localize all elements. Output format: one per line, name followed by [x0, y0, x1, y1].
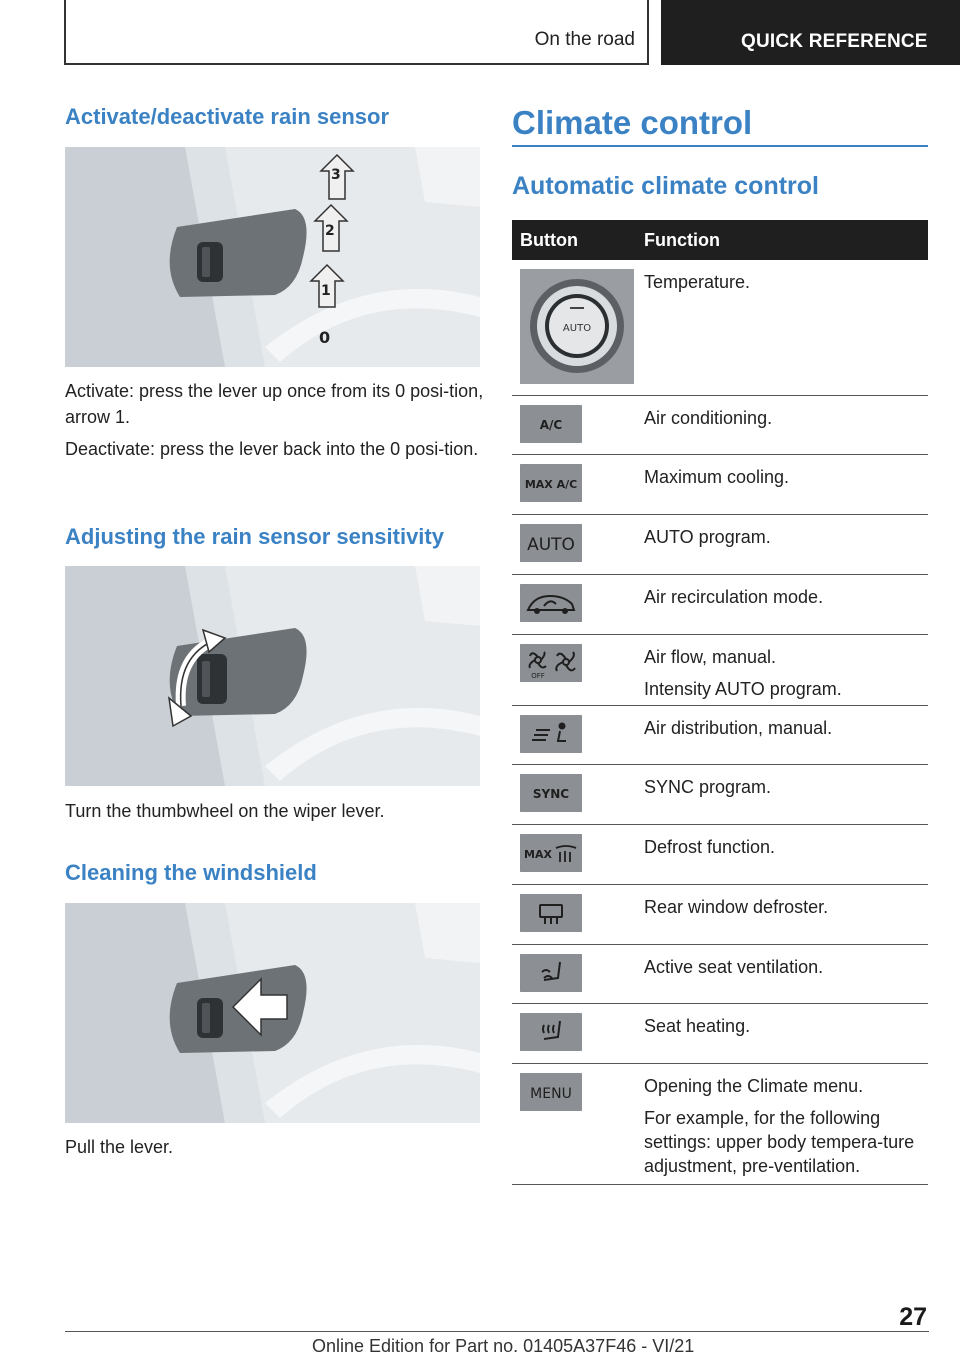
- seat-ventilation-icon[interactable]: [520, 954, 582, 992]
- windshield-heading: Cleaning the windshield: [65, 860, 317, 885]
- table-row: [512, 945, 928, 1004]
- climate-title: Climate control: [512, 104, 753, 141]
- table-row: [512, 635, 928, 706]
- sync-button-icon[interactable]: [520, 774, 582, 812]
- svg-text:MAX: MAX: [524, 848, 552, 861]
- chapter-title: QUICK REFERENCE: [741, 31, 928, 52]
- function-text: [644, 645, 930, 701]
- footer-divider: [65, 1331, 929, 1332]
- function-text: Air recirculation mode.: [644, 587, 824, 607]
- table-row: [512, 396, 928, 455]
- table-row: [512, 885, 928, 945]
- function-text: Air distribution, manual.: [644, 718, 833, 738]
- table-row: [512, 765, 928, 825]
- function-line-2: Intensity AUTO program.: [644, 679, 842, 699]
- activate-text: Activate: press the lever up once from its 0 posi-tion, arrow 1.: [65, 381, 484, 427]
- function-line-2: For example, for the following settings: upper body tempera-ture adjustment, pre-ventilation.: [644, 1108, 915, 1176]
- section-title: On the road: [534, 29, 635, 50]
- rear-defrost-icon[interactable]: [520, 894, 582, 932]
- defrost-icon[interactable]: [520, 834, 582, 872]
- thumbwheel-illustration: [65, 566, 480, 786]
- table-header: [512, 220, 928, 260]
- sensitivity-heading: Adjusting the rain sensor sensitivity: [65, 524, 444, 549]
- function-text: Active seat ventilation.: [644, 957, 824, 977]
- col-button-header: Button: [520, 230, 578, 250]
- table-row: [512, 1004, 928, 1064]
- function-text: AUTO program.: [644, 527, 771, 547]
- svg-text:A/C: A/C: [539, 418, 563, 432]
- ac-button-icon[interactable]: [520, 405, 582, 443]
- table-row: [512, 706, 928, 765]
- svg-text:OFF: OFF: [531, 672, 545, 680]
- windshield-illustration: [65, 903, 480, 1123]
- temperature-knob-icon[interactable]: [520, 269, 634, 384]
- max-ac-button-icon[interactable]: [520, 464, 582, 502]
- page-number: 27: [899, 1303, 927, 1331]
- arrow-label-1: 1: [321, 283, 331, 299]
- knob-label: AUTO: [562, 323, 592, 334]
- climate-subtitle: Automatic climate control: [512, 172, 819, 200]
- function-temperature: Temperature.: [644, 272, 751, 292]
- function-text: Defrost function.: [644, 837, 776, 857]
- auto-button-icon[interactable]: [520, 524, 582, 562]
- function-line-1: Air flow, manual.: [644, 647, 777, 667]
- sensitivity-text: Turn the thumbwheel on the wiper lever.: [65, 801, 385, 821]
- table-row-temperature: [512, 260, 928, 396]
- recirculation-icon[interactable]: [520, 584, 582, 622]
- function-line-1: Opening the Climate menu.: [644, 1076, 864, 1096]
- table-row: [512, 455, 928, 515]
- table-row: [512, 515, 928, 575]
- table-row: [512, 575, 928, 635]
- col-function-header: Function: [644, 230, 720, 250]
- svg-text:MAX A/C: MAX A/C: [524, 478, 578, 491]
- edition-text: Online Edition for Part no. 01405A37F46 - VI/21: [312, 1336, 695, 1356]
- climate-table: [512, 220, 928, 1185]
- function-text: Seat heating.: [644, 1016, 751, 1036]
- windshield-text: Pull the lever.: [65, 1137, 174, 1157]
- fan-icon[interactable]: [520, 644, 582, 682]
- arrow-label-3: 3: [331, 167, 341, 183]
- title-divider: [512, 145, 928, 147]
- rain-sensor-illustration: [65, 147, 480, 367]
- function-text: SYNC program.: [644, 777, 772, 797]
- function-text: Rear window defroster.: [644, 897, 829, 917]
- chapter-tab[interactable]: [661, 0, 960, 65]
- deactivate-text: Deactivate: press the lever back into the 0 posi-tion.: [65, 439, 479, 459]
- menu-button-icon[interactable]: [520, 1073, 582, 1111]
- svg-text:MENU: MENU: [530, 1086, 572, 1102]
- function-text: Air conditioning.: [644, 408, 773, 428]
- svg-text:AUTO: AUTO: [527, 535, 575, 555]
- table-row: [512, 825, 928, 885]
- table-row: [512, 1064, 928, 1185]
- arrow-label-0: 0: [319, 328, 331, 347]
- function-text: [644, 1074, 930, 1178]
- air-distribution-icon[interactable]: [520, 715, 582, 753]
- rain-sensor-heading: Activate/deactivate rain sensor: [65, 104, 390, 129]
- seat-heating-icon[interactable]: [520, 1013, 582, 1051]
- arrow-label-2: 2: [325, 223, 335, 239]
- svg-text:SYNC: SYNC: [532, 787, 570, 801]
- header-section-box: [64, 0, 649, 65]
- function-text: Maximum cooling.: [644, 467, 790, 487]
